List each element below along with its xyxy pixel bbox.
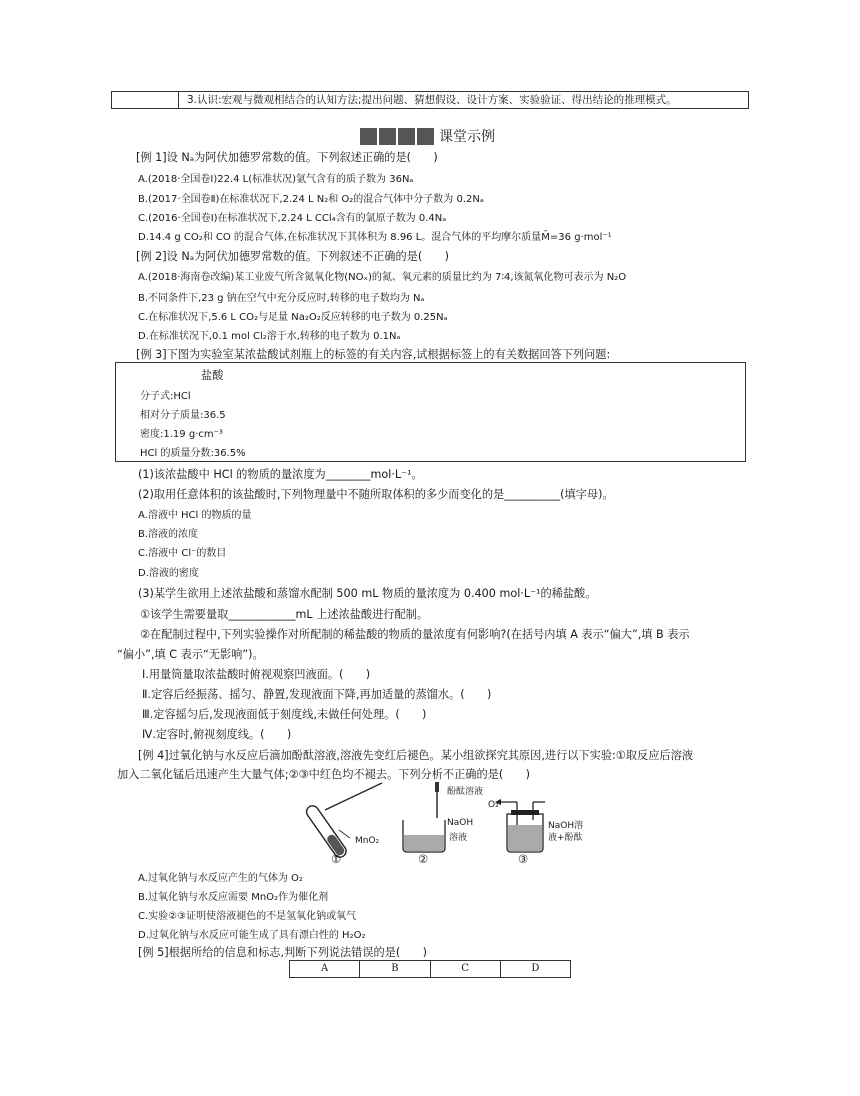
ex3-q3-1: ①该学生需要量取____________mL 上述浓盐酸进行配制。 bbox=[140, 608, 429, 621]
beaker-apparatus bbox=[403, 782, 445, 852]
ex2-option-b: B.不同条件下,23 g 钠在空气中充分反应时,转移的电子数均为 Nₐ bbox=[138, 293, 425, 304]
ex2-option-d: D.在标准状况下,0.1 mol Cl₂溶于水,转移的电子数为 0.1Nₐ bbox=[138, 331, 401, 342]
ex5-options-table bbox=[289, 960, 571, 978]
gas-bottle-apparatus bbox=[495, 799, 545, 852]
label-density: 密度:1.19 g·cm⁻³ bbox=[140, 429, 223, 440]
ex4-option-c: C.实验②③证明使溶液褪色的不是氢氧化钠或氧气 bbox=[138, 911, 357, 922]
ex1-option-c: C.(2016·全国卷Ⅰ)在标准状况下,2.24 L CCl₄含有的氯原子数为 0.4Nₐ bbox=[138, 213, 447, 224]
ex2-stem: [例 2]设 Nₐ为阿伏加德罗常数的值。下列叙述不正确的是( ) bbox=[136, 250, 449, 263]
ex3-q3: (3)某学生欲用上述浓盐酸和蒸馏水配制 500 mL 物质的量浓度为 0.400 mol·L⁻¹的稀盐酸。 bbox=[138, 587, 597, 600]
fig-number-1: ① bbox=[331, 853, 342, 866]
ex3-q2-option-b: B.溶液的浓度 bbox=[138, 529, 199, 540]
ex3-q3-2a: ②在配制过程中,下列实验操作对所配制的稀盐酸的物质的量浓度有何影响?(在括号内填 A 表示“偏大”,填 B 表示 bbox=[140, 628, 690, 641]
ex5-col-d: D bbox=[531, 963, 540, 974]
top-table-cell bbox=[178, 91, 749, 109]
test-tube-apparatus bbox=[304, 783, 382, 859]
ex2-option-a: A.(2018·海南卷改编)某工业废气所含氮氧化物(NOₓ)的氮、氧元素的质量比约为 7∶4,该氮氧化物可表示为 N₂O bbox=[138, 272, 627, 283]
ex3-q3-2b: “偏小”,填 C 表示“无影响”)。 bbox=[117, 648, 264, 661]
ex4-option-d: D.过氧化钠与水反应可能生成了具有漂白性的 H₂O₂ bbox=[138, 930, 366, 941]
label-mass-fraction: HCl 的质量分数:36.5% bbox=[140, 448, 246, 459]
ex4-stem-b: 加入二氧化锰后迅速产生大量气体;②③中红色均不褪去。下列分析不正确的是( ) bbox=[117, 768, 530, 781]
ex3-item-iii: Ⅲ.定容摇匀后,发现液面低于刻度线,未做任何处理。( ) bbox=[142, 708, 427, 721]
ex1-option-b: B.(2017·全国卷Ⅱ)在标准状况下,2.24 L N₂和 O₂的混合气体中分子数为 0.2Nₐ bbox=[138, 194, 484, 205]
ex4-option-a: A.过氧化钠与水反应产生的气体为 O₂ bbox=[138, 873, 303, 884]
ex3-item-ii: Ⅱ.定容后经振荡、摇匀、静置,发现液面下降,再加适量的蒸馏水。( ) bbox=[142, 688, 492, 701]
banner-block bbox=[398, 128, 415, 145]
top-table-cell-empty bbox=[111, 91, 179, 109]
fig-naoh-phenol-label-2: 液+酚酞 bbox=[548, 833, 583, 843]
banner-block bbox=[379, 128, 396, 145]
fig-naoh-label-1: NaOH bbox=[447, 818, 474, 828]
ex5-col-b: B bbox=[360, 961, 430, 977]
ex3-q2: (2)取用任意体积的该盐酸时,下列物理量中不随所取体积的多少而变化的是__________(填字母)。 bbox=[138, 488, 614, 501]
banner-block bbox=[360, 128, 377, 145]
ex3-q1: (1)该浓盐酸中 HCl 的物质的量浓度为________mol·L⁻¹。 bbox=[138, 468, 423, 481]
ex2-option-c: C.在标准状况下,5.6 L CO₂与足量 Na₂O₂反应转移的电子数为 0.25Nₐ bbox=[138, 312, 448, 323]
section-banner bbox=[360, 126, 495, 146]
ex3-q2-option-c: C.溶液中 Cl⁻的数目 bbox=[138, 548, 227, 559]
ex4-option-b: B.过氧化钠与水反应需要 MnO₂作为催化剂 bbox=[138, 892, 329, 903]
ex5-col-c: C bbox=[431, 961, 501, 977]
fig-naoh-phenol-label-1: NaOH溶 bbox=[548, 821, 584, 831]
ex1-option-a: A.(2018·全国卷Ⅰ)22.4 L(标准状况)氩气含有的质子数为 36Nₐ bbox=[138, 174, 414, 185]
fig-phenolphthalein-label: 酚酞溶液 bbox=[447, 787, 484, 797]
ex1-option-d: D.14.4 g CO₂和 CO 的混合气体,在标准状况下其体积为 8.96 L。混合气体的平均摩尔质量M̄=36 g·mol⁻¹ bbox=[138, 232, 612, 243]
banner-block bbox=[417, 128, 434, 145]
fig-mno2-label: MnO₂ bbox=[355, 836, 380, 846]
ex3-item-i: Ⅰ.用量筒量取浓盐酸时俯视观察凹液面。( ) bbox=[142, 668, 371, 681]
label-formula: 分子式:HCl bbox=[140, 391, 191, 402]
ex3-q2-option-d: D.溶液的密度 bbox=[138, 568, 199, 579]
ex5-col-a: A bbox=[290, 961, 360, 977]
fig-number-2: ② bbox=[418, 853, 429, 866]
label-name: 盐酸 bbox=[201, 369, 224, 382]
ex3-item-iv: Ⅳ.定容时,俯视刻度线。( ) bbox=[142, 728, 292, 741]
ex3-q2-option-a: A.溶液中 HCl 的物质的量 bbox=[138, 510, 252, 521]
ex3-stem: [例 3]下图为实验室某浓盐酸试剂瓶上的标签的有关内容,试根据标签上的有关数据回答下列问题: bbox=[136, 348, 611, 361]
ex4-stem-a: [例 4]过氧化钠与水反应后滴加酚酞溶液,溶液先变红后褪色。某小组欲探究其原因,进行以下实验:①取反应后溶液 bbox=[138, 749, 693, 762]
label-molecular-weight: 相对分子质量:36.5 bbox=[140, 410, 226, 421]
reagent-label-box bbox=[115, 362, 746, 462]
fig-o2-label: O₂ bbox=[488, 800, 499, 810]
section-title: 课堂示例 bbox=[439, 129, 495, 145]
ex1-stem: [例 1]设 Nₐ为阿伏加德罗常数的值。下列叙述正确的是( ) bbox=[136, 151, 438, 164]
fig-naoh-label-2: 溶液 bbox=[449, 833, 468, 843]
fig-number-3: ③ bbox=[518, 853, 529, 866]
ex5-stem: [例 5]根据所给的信息和标志,判断下列说法错误的是( ) bbox=[138, 946, 428, 959]
top-row-text: 3.认识:宏观与微观相结合的认知方法;提出问题、猜想假设、设计方案、实验验证、得出结论的推理模式。 bbox=[187, 94, 677, 106]
